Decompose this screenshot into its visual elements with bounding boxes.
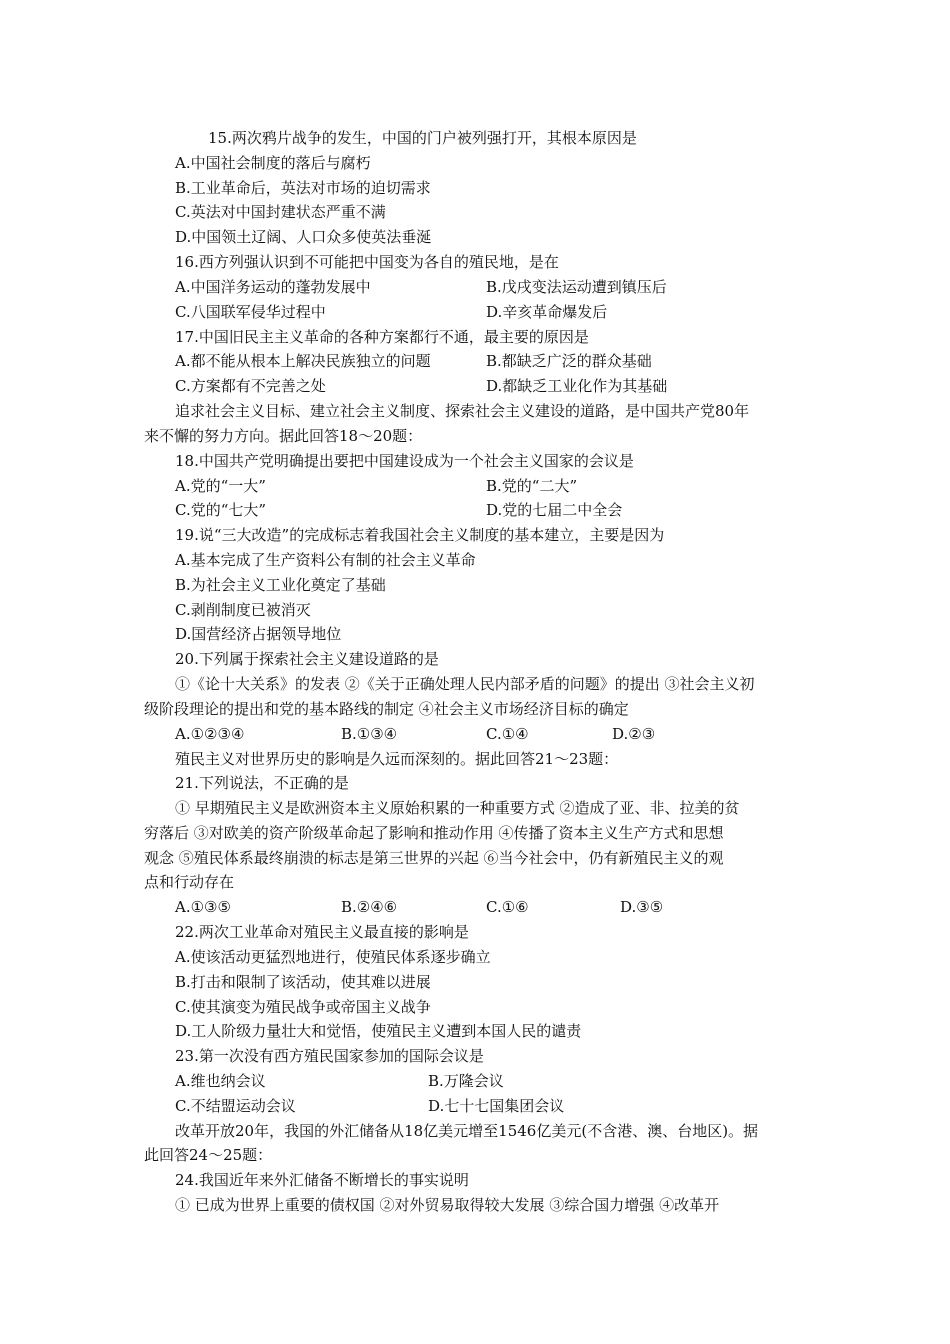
question-stem: 19.说“三大改造”的完成标志着我国社会主义制度的基本建立，主要是因为 xyxy=(175,526,665,544)
option-row xyxy=(175,722,656,747)
option-a: A.①②③④ xyxy=(175,725,245,743)
question-body: 点和行动存在 xyxy=(144,873,235,891)
question-stem: 24.我国近年来外汇储备不断增长的事实说明 xyxy=(175,1171,469,1189)
option-row xyxy=(175,498,623,523)
option-c: C.英法对中国封建状态严重不满 xyxy=(175,203,386,221)
option-row xyxy=(175,349,652,374)
intro-line: 来不懈的努力方向。据此回答18～20题： xyxy=(144,427,423,445)
option-a: A.中国社会制度的落后与腐朽 xyxy=(175,154,371,172)
option-b: B.①③④ xyxy=(341,725,398,743)
question-stem: 22.两次工业革命对殖民主义最直接的影响是 xyxy=(175,923,469,941)
option-b: B.工业革命后，英法对市场的迫切需求 xyxy=(175,179,431,197)
option-d: D.中国领土辽阔、人口众多使英法垂涎 xyxy=(175,228,432,246)
question-stem: 18.中国共产党明确提出要把中国建设成为一个社会主义国家的会议是 xyxy=(175,452,634,470)
option-a: A.都不能从根本上解决民族独立的问题 xyxy=(175,352,431,370)
option-b: B.都缺乏广泛的群众基础 xyxy=(486,352,652,370)
question-stem: 17.中国旧民主主义革命的各种方案都行不通，最主要的原因是 xyxy=(175,328,589,346)
option-d: D.国营经济占据领导地位 xyxy=(175,625,342,643)
option-b: B.万隆会议 xyxy=(428,1072,504,1090)
option-row xyxy=(175,474,578,499)
option-a: A.中国洋务运动的蓬勃发展中 xyxy=(175,278,371,296)
option-d: D.都缺乏工业化作为其基础 xyxy=(486,377,668,395)
option-d: D.党的七届二中全会 xyxy=(486,501,623,519)
option-row xyxy=(175,1069,504,1094)
option-d: D.辛亥革命爆发后 xyxy=(486,303,608,321)
option-b: B.为社会主义工业化奠定了基础 xyxy=(175,576,386,594)
option-b: B.②④⑥ xyxy=(341,898,398,916)
option-c: C.八国联军侵华过程中 xyxy=(175,303,326,321)
question-body: 观念 ⑤殖民体系最终崩溃的标志是第三世界的兴起 ⑥当今社会中，仍有新殖民主义的观 xyxy=(144,849,724,867)
question-body: ① 早期殖民主义是欧洲资本主义原始积累的一种重要方式 ②造成了亚、非、拉美的贫 xyxy=(175,799,740,817)
option-row xyxy=(175,300,608,325)
question-body: 级阶段理论的提出和党的基本路线的制定 ④社会主义市场经济目标的确定 xyxy=(144,700,629,718)
option-b: B.党的“二大” xyxy=(486,477,578,495)
option-row xyxy=(175,1094,565,1119)
intro-line: 改革开放20年，我国的外汇储备从18亿美元增至1546亿美元(不含港、澳、台地区)。据 xyxy=(175,1122,759,1140)
option-c: C.①④ xyxy=(486,725,529,743)
option-c: C.①⑥ xyxy=(486,898,529,916)
option-row xyxy=(175,895,664,920)
option-a: A.维也纳会议 xyxy=(175,1072,266,1090)
intro-line: 追求社会主义目标、建立社会主义制度、探索社会主义建设的道路，是中国共产党80年 xyxy=(175,402,750,420)
option-d: D.③⑤ xyxy=(620,898,664,916)
option-row xyxy=(175,275,667,300)
option-d: D.工人阶级力量壮大和觉悟，使殖民主义遭到本国人民的谴责 xyxy=(175,1022,582,1040)
option-d: D.②③ xyxy=(612,725,656,743)
option-c: C.使其演变为殖民战争或帝国主义战争 xyxy=(175,998,431,1016)
option-b: B.戊戌变法运动遭到镇压后 xyxy=(486,278,667,296)
question-stem: 21.下列说法，不正确的是 xyxy=(175,774,349,792)
option-a: A.党的“一大” xyxy=(175,477,266,495)
question-body: ① 已成为世界上重要的债权国 ②对外贸易取得较大发展 ③综合国力增强 ④改革开 xyxy=(175,1196,720,1214)
option-d: D.七十七国集团会议 xyxy=(428,1097,565,1115)
question-body: 穷落后 ③对欧美的资产阶级革命起了影响和推动作用 ④传播了资本主义生产方式和思想 xyxy=(144,824,724,842)
question-stem: 23.第一次没有西方殖民国家参加的国际会议是 xyxy=(175,1047,484,1065)
option-c: C.剥削制度已被消灭 xyxy=(175,601,311,619)
question-stem: 20.下列属于探索社会主义建设道路的是 xyxy=(175,650,439,668)
option-c: C.党的“七大” xyxy=(175,501,267,519)
intro-line: 殖民主义对世界历史的影响是久远而深刻的。据此回答21～23题： xyxy=(175,750,619,768)
option-c: C.不结盟运动会议 xyxy=(175,1097,296,1115)
option-c: C.方案都有不完善之处 xyxy=(175,377,326,395)
intro-line: 此回答24～25题： xyxy=(144,1146,273,1164)
option-a: A.使该活动更猛烈地进行，使殖民体系逐步确立 xyxy=(175,948,491,966)
option-a: A.①③⑤ xyxy=(175,898,231,916)
question-stem: 15.两次鸦片战争的发生，中国的门户被列强打开，其根本原因是 xyxy=(208,129,637,147)
option-a: A.基本完成了生产资料公有制的社会主义革命 xyxy=(175,551,476,569)
option-row xyxy=(175,374,668,399)
question-stem: 16.西方列强认识到不可能把中国变为各自的殖民地，是在 xyxy=(175,253,559,271)
question-body: ①《论十大关系》的发表 ②《关于正确处理人民内部矛盾的问题》的提出 ③社会主义初 xyxy=(175,675,755,693)
option-b: B.打击和限制了该活动，使其难以进展 xyxy=(175,973,431,991)
